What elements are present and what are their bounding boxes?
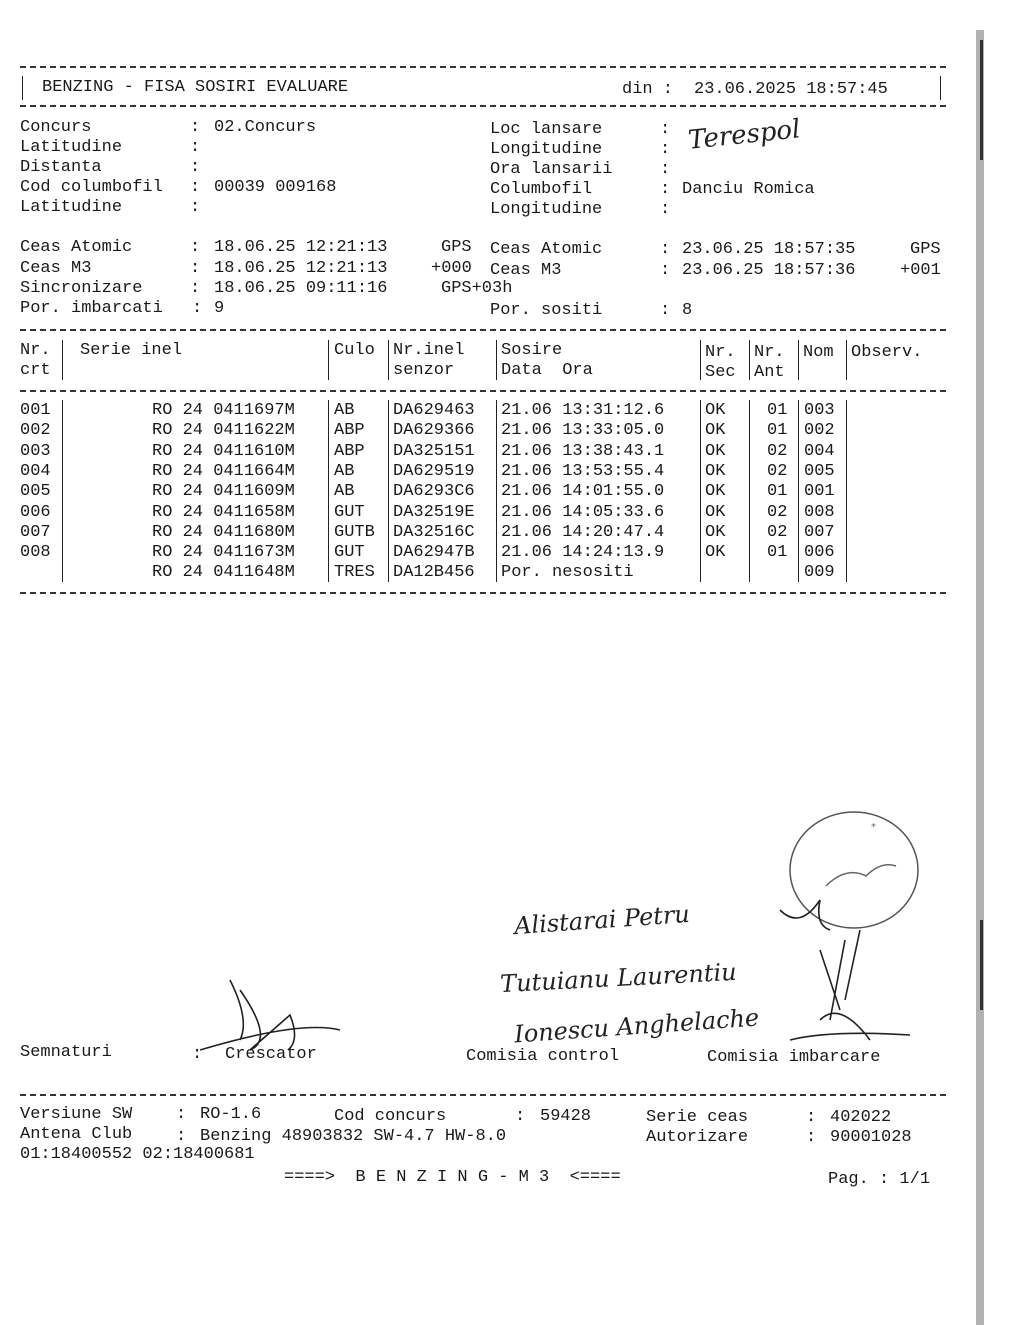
ceas-atomic-label: Ceas Atomic [20,238,133,257]
colon: : [190,238,201,257]
header-sep [388,340,389,380]
device-ids: 01:18400552 02:18400681 [20,1145,255,1164]
serie-ceas-label: Serie ceas [646,1108,749,1127]
signature-name-2: Tutuianu Laurentiu [499,957,738,999]
cell-senzor: DA629519 [393,461,475,481]
col-dataora-header: Data Ora [501,361,593,380]
colon: : [190,158,201,177]
cell-nr: 003 [20,441,51,461]
cell-sec: OK [705,543,726,563]
cell-culo: TRES [334,563,375,583]
ceas-m3-suffix: +000 [431,259,472,278]
signature-name-1: Alistarai Petru [513,899,691,941]
cell-serie: RO 24 0411658M [152,502,295,522]
cell-serie: RO 24 0411673M [152,543,295,563]
cell-culo: GUTB [334,522,375,542]
scan-edge-mark [976,30,984,1325]
cell-sosire: 21.06 13:53:55.4 [501,461,665,481]
cell-sec: OK [705,421,726,441]
colon: : [176,1105,187,1124]
col-nr-header: Nr. [20,341,51,360]
colon: : [806,1108,817,1127]
table-top-rule [20,329,946,331]
signature-name-3: Ionescu Anghelache [513,1003,761,1049]
cell-sosire: 21.06 14:01:55.0 [501,482,665,502]
cell-ant: 01 [767,421,788,441]
cell-sosire: 21.06 13:38:43.1 [501,441,665,461]
cell-nom: 007 [804,522,835,542]
table-header-rule [20,390,946,392]
cell-sosire: 21.06 14:24:13.9 [501,543,665,563]
ceas-atomic-label-2: Ceas Atomic [490,240,603,259]
ceas-atomic-value: 18.06.25 12:21:13 [214,238,388,257]
col-serie-header: Serie inel [80,341,183,360]
colon: : [190,279,201,298]
cell-ant: 02 [767,502,788,522]
cell-ant: 02 [767,461,788,481]
sincronizare-suffix: GPS+03h [441,279,513,298]
table-bottom-rule [20,592,946,594]
por-imbarcati-value: 9 [214,299,225,318]
date-label: din : [622,80,674,99]
cell-senzor: DA32519E [393,502,475,522]
concurs-label: Concurs [20,118,92,137]
header-sep [700,340,701,380]
col-sec-header-2: Sec [705,363,736,382]
cell-serie: RO 24 0411609M [152,482,295,502]
comisia-imbarcare-label: Comisia imbarcare [707,1048,881,1067]
brand-line: ====> B E N Z I N G - M 3 <==== [284,1168,621,1187]
cell-culo: ABP [334,421,365,441]
cell-sec: OK [705,502,726,522]
header-sep [328,340,329,380]
body-sep [749,400,750,582]
por-sositi-value: 8 [682,301,693,320]
colon: : [660,301,671,320]
header-sep [846,340,847,380]
cell-nr: 008 [20,543,51,563]
cell-nom: 009 [804,563,835,583]
header-top-rule [20,66,946,68]
ceas-atomic-suffix: GPS [441,238,472,257]
cell-culo: AB [334,482,355,502]
sincronizare-value: 18.06.25 09:11:16 [214,279,388,298]
colon: : [660,240,671,259]
colon: : [515,1107,526,1126]
latitudine-label: Latitudine [20,138,123,157]
cell-sosire: 21.06 14:05:33.6 [501,502,665,522]
col-ant-header-2: Ant [754,363,785,382]
col-nom-header: Nom [803,343,834,362]
body-sep [798,400,799,582]
cell-nom: 008 [804,502,835,522]
longitudine-label-2: Longitudine [490,200,603,219]
col-senzor-header: senzor [393,361,455,380]
loc-lansare-label: Loc lansare [490,120,603,139]
cell-sosire: 21.06 13:31:12.6 [501,401,665,420]
cell-ant: 01 [767,401,788,420]
colon: : [190,178,201,197]
cell-culo: AB [334,401,355,420]
cell-nr: 001 [20,401,51,420]
col-ant-header: Nr. [754,343,785,362]
distanta-label: Distanta [20,158,102,177]
cell-serie: RO 24 0411610M [152,441,295,461]
cell-nr: 006 [20,502,51,522]
colon: : [190,198,201,217]
columbofil-label: Columbofil [490,180,593,199]
cod-columbofil-label: Cod columbofil [20,178,163,197]
cell-nom: 003 [804,401,835,420]
cell-serie: RO 24 0411697M [152,401,295,420]
loc-lansare-handwritten: Terespol [686,114,802,156]
cell-nr: 005 [20,482,51,502]
print-date: 23.06.2025 18:57:45 [694,80,888,99]
body-sep [846,400,847,582]
header-right-bar [940,76,941,100]
cell-culo: AB [334,461,355,481]
latitudine-label-2: Latitudine [20,198,123,217]
header-left-bar [22,76,23,100]
cell-sec: OK [705,401,726,420]
colon: : [190,138,201,157]
autorizare-value: 90001028 [830,1128,912,1147]
serie-ceas-value: 402022 [830,1108,892,1127]
cell-nr: 002 [20,421,51,441]
col-crt-header: crt [20,361,51,380]
ora-lansarii-label: Ora lansarii [490,160,613,179]
cell-sec: OK [705,461,726,481]
scan-edge-mark [980,920,983,1010]
cell-sec: OK [705,482,726,502]
ceas-atomic-value-2: 23.06.25 18:57:35 [682,240,856,259]
colon: : [190,118,201,137]
cod-concurs-label: Cod concurs [334,1107,447,1126]
ceas-atomic-suffix-2: GPS [910,240,941,259]
document-title: BENZING - FISA SOSIRI EVALUARE [42,78,349,97]
comisia-control-label: Comisia control [466,1047,620,1066]
header-sep [62,340,63,380]
cell-sec: OK [705,522,726,542]
columbofil-value: Danciu Romica [682,180,815,199]
cell-nom: 002 [804,421,835,441]
cell-senzor: DA325151 [393,441,475,461]
sincronizare-label: Sincronizare [20,279,143,298]
colon: : [660,140,671,159]
col-culo-header: Culo [334,341,375,360]
ceas-m3-suffix-2: +001 [900,261,941,280]
cell-senzor: DA62947B [393,543,475,563]
cell-ant: 02 [767,522,788,542]
body-sep [496,400,497,582]
body-sep [388,400,389,582]
colon: : [660,120,671,139]
cell-culo: GUT [334,502,365,522]
cell-serie: RO 24 0411664M [152,461,295,481]
colon: : [660,261,671,280]
antena-label: Antena Club [20,1125,133,1144]
cell-culo: ABP [334,441,365,461]
signatures-colon: : [192,1045,203,1064]
header-sep [798,340,799,380]
cell-ant: 01 [767,482,788,502]
cell-senzor: DA12B456 [393,563,475,583]
ceas-m3-label: Ceas M3 [20,259,92,278]
cell-sosire: 21.06 13:33:05.0 [501,421,665,441]
header-bottom-rule [20,105,946,107]
cod-concurs-value: 59428 [540,1107,592,1126]
colon: : [190,259,201,278]
cell-ant: 02 [767,441,788,461]
col-nrinel-header: Nr.inel [393,341,465,360]
cell-sosire: 21.06 14:20:47.4 [501,522,665,542]
cell-sosire: Por. nesositi [501,563,634,583]
cell-senzor: DA629463 [393,401,475,420]
cell-senzor: DA32516C [393,522,475,542]
crescator-label: Crescator [225,1045,317,1064]
cell-nom: 006 [804,543,835,563]
body-sep [328,400,329,582]
col-sec-header: Nr. [705,343,736,362]
page-number: Pag. : 1/1 [828,1170,931,1189]
versiune-value: RO-1.6 [200,1105,262,1124]
antena-value: Benzing 48903832 SW-4.7 HW-8.0 [200,1127,507,1146]
cell-senzor: DA629366 [393,421,475,441]
body-sep [700,400,701,582]
col-sosire-header: Sosire [501,341,563,360]
cell-sec: OK [705,441,726,461]
colon: : [660,180,671,199]
cell-nom: 004 [804,441,835,461]
cell-serie: RO 24 0411680M [152,522,295,542]
signatures-label: Semnaturi [20,1043,112,1062]
signature-scribbles [180,870,600,1110]
svg-text:*: * [871,822,876,833]
concurs-value: 02.Concurs [214,118,317,137]
header-sep [749,340,750,380]
colon: : [660,160,671,179]
scan-edge-mark [980,40,983,160]
cell-serie: RO 24 0411622M [152,421,295,441]
cell-ant: 01 [767,543,788,563]
cell-serie: RO 24 0411648M [152,563,295,583]
ceas-m3-label-2: Ceas M3 [490,261,562,280]
col-obs-header: Observ. [851,343,923,362]
autorizare-label: Autorizare [646,1128,749,1147]
cell-nr: 007 [20,522,51,542]
cell-senzor: DA6293C6 [393,482,475,502]
footer-rule [20,1094,946,1096]
longitudine-label: Longitudine [490,140,603,159]
colon: : [806,1128,817,1147]
colon: : [660,200,671,219]
cell-nom: 005 [804,461,835,481]
por-imbarcati-label: Por. imbarcati [20,299,163,318]
versiune-label: Versiune SW [20,1105,133,1124]
colon: : [192,299,203,318]
body-sep [62,400,63,582]
ceas-m3-value: 18.06.25 12:21:13 [214,259,388,278]
cell-nr: 004 [20,461,51,481]
colon: : [176,1127,187,1146]
por-sositi-label: Por. sositi [490,301,603,320]
cell-culo: GUT [334,543,365,563]
header-sep [496,340,497,380]
cell-nom: 001 [804,482,835,502]
ceas-m3-value-2: 23.06.25 18:57:36 [682,261,856,280]
cod-columbofil-value: 00039 009168 [214,178,337,197]
